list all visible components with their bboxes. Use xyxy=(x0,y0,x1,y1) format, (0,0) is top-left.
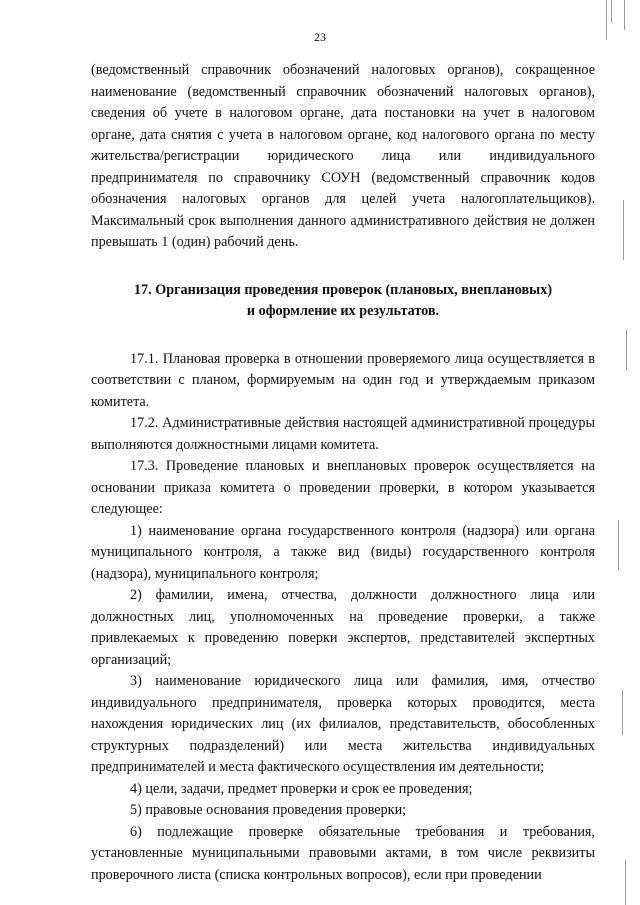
list-item-4: 4) цели, задачи, предмет проверки и срок ее проведения; xyxy=(130,780,473,797)
paragraph-17-3: 17.3. Проведение плановых и внеплановых проверок осуществляется на основании приказа комитета о проведении проверки, в котором указывается следующее: xyxy=(91,458,595,517)
section-heading xyxy=(91,280,595,322)
paragraph-17-2: 17.2. Административные действия настоящей административной процедуры выполняются должностными лицами комитета. xyxy=(91,415,595,453)
list-item-5: 5) правовые основания проведения проверки; xyxy=(130,802,407,818)
section-heading-line-1: 17. Организация проведения проверок (плановых, внеплановых) xyxy=(133,281,553,298)
scan-edge-marks xyxy=(602,0,632,905)
list-item-2: 2) фамилии, имена, отчества, должности должностного лица или должностных лиц, уполномоченных на проведение проверки, а также привлекаемых к проведению поверки экспертов, представителей экспертных организаций; xyxy=(91,587,595,668)
list-item-6: 6) подлежащие проверке обязательные требования и требования, установленные муниципальными правовыми актами, в том числе реквизиты проверочного листа (списка контрольных вопросов), если при проведении xyxy=(91,823,595,883)
section-heading-line-2: и оформление их результатов. xyxy=(246,302,440,319)
list-item-1: 1) наименование органа государственного контроля (надзора) или органа муниципального контроля, а также вид (виды) государственного контроля (надзора), муниципального контроля; xyxy=(91,522,595,582)
intro-paragraph: (ведомственный справочник обозначений налоговых органов), сокращенное наименование (ведомственный справочник обозначений налоговых органов), сведения об учете в налоговом органе, дата постановки на учет в налоговом органе, дата снятия с учета в налоговом органе, код налогового органа по месту жительства/регистрации юридического лица или индивидуального предпринимателя по справочнику СОУН (ведомственный справочник кодов обозначения налоговых органов для целей учета налогоплательщиков). Максимальный срок выполнения данного административного действия не должен превышать 1 (один) рабочий день. xyxy=(91,62,595,250)
page-number: 23 xyxy=(314,30,326,44)
list-item-3: 3) наименование юридического лица или фамилия, имя, отчество индивидуального предпринимателя, проверка которых проводится, места нахождения юридических лиц (их филиалов, представительств, обособленных структурных подразделений) или места жительства индивидуальных предпринимателей и места фактического осуществления им деятельности; xyxy=(91,673,595,775)
paragraph-17-1: 17.1. Плановая проверка в отношении проверяемого лица осуществляется в соответствии с планом, формируемым на один год и утверждаемым приказом комитета. xyxy=(91,350,595,410)
document-body xyxy=(91,60,595,886)
